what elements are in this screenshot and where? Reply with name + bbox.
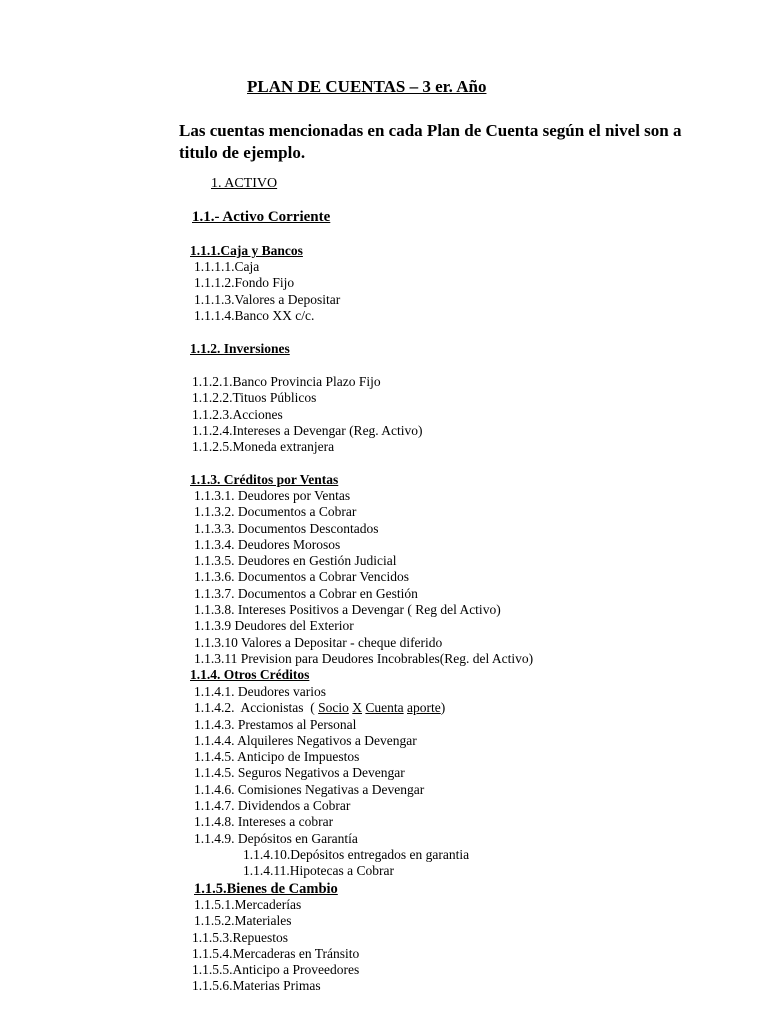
list-item: 1.1.4.5. Seguros Negativos a Devengar bbox=[194, 765, 405, 781]
list-item: 1.1.4.7. Dividendos a Cobrar bbox=[194, 798, 351, 814]
list-item: 1.1.4.10.Depósitos entregados en garantia bbox=[243, 846, 470, 862]
list-item: 1.1.2.2.Tituos Públicos bbox=[192, 390, 317, 406]
list-item: 1.1.1.4.Banco XX c/c. bbox=[194, 307, 315, 323]
list-item: 1.1.3.4. Deudores Morosos bbox=[194, 536, 341, 552]
creditos-ventas-list bbox=[194, 488, 533, 667]
list-item: 1.1.5.3.Repuestos bbox=[192, 929, 288, 945]
list-item: 1.1.4.9. Depósitos en Garantía bbox=[194, 830, 358, 846]
list-item: 1.1.3.1. Deudores por Ventas bbox=[194, 488, 351, 503]
accionistas-aporte: aporte bbox=[407, 700, 441, 716]
list-item: 1.1.4.3. Prestamos al Personal bbox=[194, 716, 357, 732]
creditos-ventas-heading: 1.1.3. Créditos por Ventas bbox=[190, 472, 339, 487]
page-title: PLAN DE CUENTAS – 3 er. Año bbox=[247, 77, 487, 96]
list-item: 1.1.4.11.Hipotecas a Cobrar bbox=[243, 863, 394, 879]
list-item: 1.1.3.6. Documentos a Cobrar Vencidos bbox=[194, 569, 409, 585]
list-item: 1.1.3.11 Prevision para Deudores Incobrables(Reg. del Activo) bbox=[194, 650, 534, 666]
accionistas-suffix: ) bbox=[440, 700, 446, 716]
bienes-cambio-heading: 1.1.5.Bienes de Cambio bbox=[194, 881, 338, 897]
list-item: 1.1.5.4.Mercaderas en Tránsito bbox=[192, 945, 360, 961]
intro-paragraph: Las cuentas mencionadas en cada Plan de Cuenta según el nivel son a titulo de ejemplo. bbox=[179, 121, 682, 162]
otros-creditos-heading: 1.1.4. Otros Créditos bbox=[190, 667, 310, 682]
bienes-cambio-list bbox=[192, 897, 359, 995]
list-item: 1.1.5.5.Anticipo a Proveedores bbox=[192, 962, 360, 978]
otros-creditos-list bbox=[194, 684, 469, 880]
list-item: 1.1.4.4. Alquileres Negativos a Devengar bbox=[194, 732, 417, 748]
list-item: 1.1.3.8. Intereses Positivos a Devengar ( Reg del Activo) bbox=[194, 602, 501, 618]
accionistas-socio: Socio bbox=[318, 700, 349, 716]
list-item: 1.1.1.1.Caja bbox=[194, 259, 260, 274]
accionistas-x: X bbox=[352, 700, 363, 716]
list-item: 1.1.3.2. Documentos a Cobrar bbox=[194, 504, 357, 520]
list-item: 1.1.1.3.Valores a Depositar bbox=[194, 291, 341, 307]
accionistas-prefix: 1.1.4.2. Accionistas ( bbox=[194, 700, 319, 716]
inversiones-heading: 1.1.2. Inversiones bbox=[190, 341, 290, 356]
caja-bancos-list bbox=[194, 259, 340, 324]
list-item: 1.1.3.9 Deudores del Exterior bbox=[194, 618, 354, 634]
list-item: 1.1.3.10 Valores a Depositar - cheque diferido bbox=[194, 634, 443, 650]
list-item: 1.1.4.5. Anticipo de Impuestos bbox=[194, 749, 360, 765]
list-item: 1.1.4.6. Comisiones Negativas a Devengar bbox=[194, 781, 425, 797]
inversiones-list bbox=[192, 374, 423, 455]
accionistas-cuenta: Cuenta bbox=[365, 700, 404, 716]
section-activo-corriente-heading: 1.1.- Activo Corriente bbox=[192, 209, 331, 225]
list-item: 1.1.5.2.Materiales bbox=[194, 913, 292, 929]
section-activo-heading: 1. ACTIVO bbox=[211, 176, 278, 191]
list-item-accionistas bbox=[194, 700, 469, 716]
list-item: 1.1.4.1. Deudores varios bbox=[194, 684, 326, 699]
list-item: 1.1.4.8. Intereses a cobrar bbox=[194, 814, 334, 830]
list-item: 1.1.2.5.Moneda extranjera bbox=[192, 439, 335, 455]
list-item: 1.1.2.1.Banco Provincia Plazo Fijo bbox=[192, 374, 381, 389]
caja-bancos-heading: 1.1.1.Caja y Bancos bbox=[190, 243, 303, 258]
list-item: 1.1.3.3. Documentos Descontados bbox=[194, 520, 379, 536]
list-item: 1.1.2.3.Acciones bbox=[192, 406, 283, 422]
list-item: 1.1.2.4.Intereses a Devengar (Reg. Activo) bbox=[192, 422, 423, 438]
list-item: 1.1.5.6.Materias Primas bbox=[192, 978, 321, 994]
list-item: 1.1.3.7. Documentos a Cobrar en Gestión bbox=[194, 585, 418, 601]
list-item: 1.1.1.2.Fondo Fijo bbox=[194, 275, 295, 291]
list-item: 1.1.5.1.Mercaderías bbox=[194, 897, 302, 912]
list-item: 1.1.3.5. Deudores en Gestión Judicial bbox=[194, 553, 397, 569]
